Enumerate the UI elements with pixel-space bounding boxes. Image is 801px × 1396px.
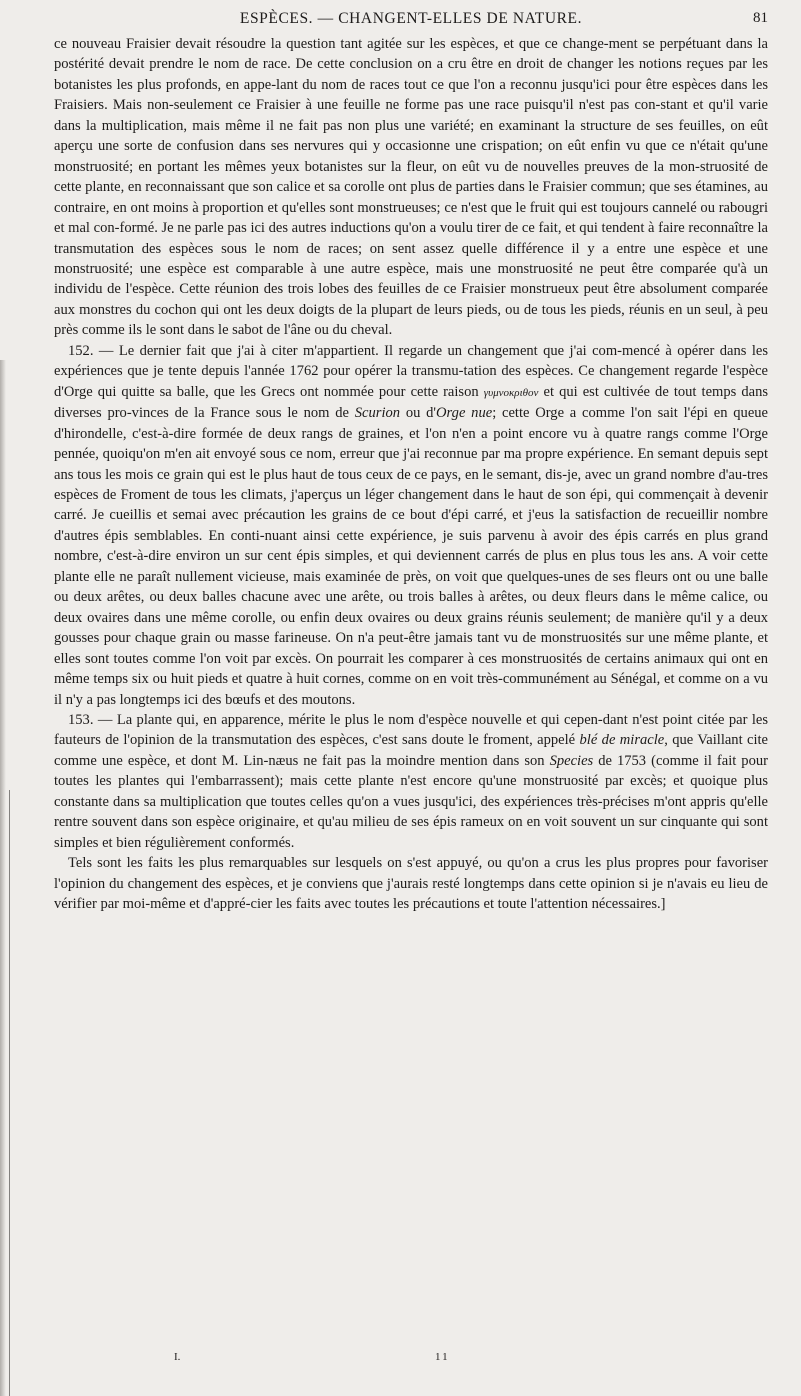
paragraph-153 bbox=[54, 710, 768, 853]
paragraph-text: , que Vaillant cite comme une espèce, et dont M. Lin-næus ne fait pas la moindre mention dans son bbox=[54, 732, 769, 769]
body-text bbox=[54, 34, 768, 914]
signature-mark-left: I. bbox=[174, 1351, 181, 1363]
paragraph-conclusion bbox=[54, 853, 768, 914]
running-title: ESPÈCES. — CHANGENT-ELLES DE NATURE. bbox=[239, 10, 583, 27]
paragraph-fraisier bbox=[54, 34, 768, 341]
page-edge-shadow bbox=[0, 360, 6, 1396]
paragraph-text: 153. — La plante qui, en apparence, mérite le plus le nom d'espèce nouvelle et qui cepen-dant n'est point citée par les fauteurs de l'opinion de la transmutation des espèces, c'est sans doute le froment, appelé bbox=[54, 711, 768, 749]
paragraph-text: et qui est cultivée de tout temps dans diverses pro-vinces de la France sous le nom de bbox=[54, 383, 769, 422]
paragraph-text: ; cette Orge a comme l'on sait l'épi en queue d'hirondelle, c'est-à-dire formée de deux rangs de graines, et l'on n'en a point encore vu à quatre rangs comme l'Orge pennée, quoiqu'on m'en ait envoyé sous ce nom, erreur que j'ai reconnue par ma propre expérience. En semant depuis sept ans tous les mois ce grain qui est le plus haut de tous ceux de ce pays, en le semant, dis-je, avec un grand nombre d'au-tres espèces de Froment de tous les climats, j'aperçus un léger changement dans le haut de son épi, qui commençait à devenir carré. Je cueillis et semai avec précaution les grains de ce bout d'épi carré, et j'eus la satisfaction de recueillir nombre d'autres épis semblables. En conti-nuant ainsi cette expérience, je suis parvenu à avoir des épis carrés en plus grand nombre, c'est-à-dire environ un sur cent épis simples, et qui deviennent carrés de plus en plus tous les ans. A voir cette plante elle ne paraît nullement vicieuse, mais examinée de près, on voit que quelques-unes de ses fleurs ont ou une balle ou deux arêtes, ou deux balles chacune avec une arête, ou trois balles à arêtes, ou deux fleurs dans le même calice, ou deux ovaires dans une même corolle, ou enfin deux ovaires ou deux grains réunis seulement; de manière qu'il y a deux gousses pour chaque grain ou masse farineuse. On n'a peut-être jamais tant vu de monstruosités sur une même plante, et elles sont toutes comme l'on voit par excès. On pourrait les comparer à ces monstruosités de certains animaux qui ont en même temps six ou huit pieds et quatre à huit cornes, comme on en voit très-communément au Sénégal, et comme on a vu il n'y a pas longtemps ici des bœufs et des moutons. bbox=[54, 405, 769, 708]
paragraph-text: Tels sont les faits les plus remarquables sur lesquels on s'est appuyé, ou qu'on a crus les plus propres pour favoriser l'opinion du changement des espèces, et je conviens que j'aurais resté longtemps dans cette opinion si je n'avais eu lieu de vérifier par moi-même et d'appré-cier les faits avec toutes les précautions et toute l'attention nécessaires.] bbox=[54, 855, 768, 913]
paragraph-text: ce nouveau Fraisier devait résoudre la question tant agitée sur les espèces, et que ce change-ment se perpétuant dans la postérité devait prendre le nom de race. De cette conclusion on a cru être en droit de changer les notions reçues par les botanistes les plus profonds, en appe-lant du nom de races tout ce que l'on a reconnu jusqu'ici pour être espèces dans les Fraisiers. Mais non-seulement ce Fraisier à une feuille ne forme pas une race puisqu'il n'est pas con-stant et qu'il varie dans la multiplication, mais même il ne fait pas non plus une variété; en examinant la structure de ses feuilles, on eût aperçu une sorte de confusion dans ses nervures qui y occasionne une crispation; on eût enfin vu que ce n'était qu'une monstruosité; en portant les mêmes yeux botanistes sur la fleur, on eût vu de nouvelles preuves de la mon-struosité de cette plante, en reconnaissant que son calice et sa corolle ont plus de parties dans le Fraisier commun; que ses étamines, au contraire, en ont moins à proportion et qu'elles sont monstrueuses; ce n'est que le fruit qui est toujours cannelé ou rabougri et mal con-formé. Je ne parle pas ici des autres inductions qu'on a voulu tirer de ce fait, et qui tendent à faire reconnaître la transmutation des espèces sous le nom de races; on sent assez quelle différence il y a entre une espèce et une monstruosité; une espèce est comparable à une autre espèce, mais une monstruosité ne peut être comparée qu'à un individu de l'espèce. Cette réunion des trois lobes des feuilles de ce Fraisier monstrueux peut être absolument comparée aux monstres du cochon qui ont les deux doigts de la plupart de leurs pieds, ou de tous les pieds, réunis en un seul, à peu près comme ils le sont dans le sabot de l'âne ou du cheval. bbox=[54, 36, 768, 339]
page-number: 81 bbox=[753, 10, 768, 26]
italic-term: Species bbox=[549, 752, 594, 769]
italic-term: Scurion bbox=[354, 405, 401, 422]
paragraph-text: de 1753 (comme il fait pour toutes les plantes qui l'embarrassent); mais cette plante n'est encore qu'une monstruosité par excès; et quoique plus constante dans sa multiplication que toutes celles qu'on a vues jusqu'ici, des expériences très-précises m'ont appris qu'elle rentre souvent dans son espèce originaire, et qu'au milieu de ses épis rameux on en voit souvent un sur cinquante qui sont simples et bien régulièrement conformés. bbox=[54, 752, 768, 851]
page-edge-line bbox=[9, 790, 10, 1396]
paragraph-text: 152. — Le dernier fait que j'ai à citer m'appartient. Il regarde un changement que j'ai com-mencé à opérer dans les expériences que je tente depuis l'année 1762 pour opérer la transmu-tation des espèces. Ce changement regarde l'espèce d'Orge qui quitte sa balle, que les Grecs ont nommée pour cette raison bbox=[54, 342, 768, 400]
signature-mark-right: 11 bbox=[435, 1351, 450, 1363]
page-footer bbox=[54, 1351, 768, 1369]
page-header bbox=[54, 10, 768, 32]
italic-term: Orge nue bbox=[436, 405, 493, 422]
greek-word: γυμνοκριθον bbox=[483, 386, 539, 399]
paragraph-text: ou d' bbox=[405, 405, 437, 422]
italic-term: blé de miracle bbox=[579, 732, 665, 749]
paragraph-152 bbox=[54, 341, 768, 710]
